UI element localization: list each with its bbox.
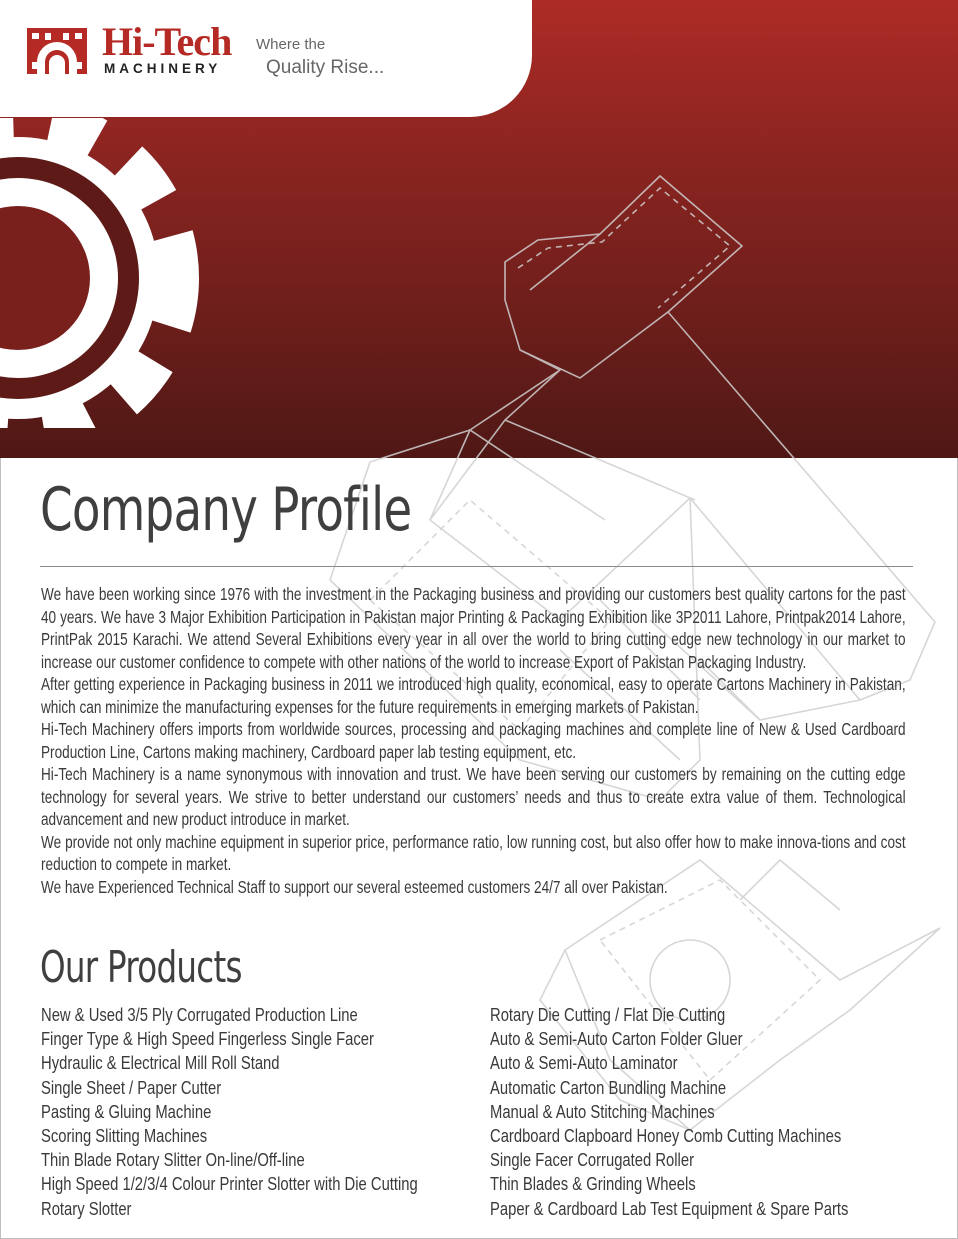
gear-icon — [0, 118, 230, 428]
product-item: Rotary Die Cutting / Flat Die Cutting — [490, 1004, 726, 1025]
product-item: Finger Type & High Speed Fingerless Single Facer — [41, 1028, 374, 1050]
product-item: Thin Blade Rotary Slitter On-line/Off-line — [41, 1149, 305, 1171]
company-profile-title: Company Profile — [40, 475, 412, 545]
product-item: Cardboard Clapboard Honey Comb Cutting Machines — [490, 1125, 842, 1147]
tagline-line-1: Where the — [256, 36, 326, 53]
logo-panel — [0, 0, 532, 117]
profile-paragraph: Hi-Tech Machinery is a name synonymous with innovation and trust. We have been serving our customers by remaining on the cutting edge technology for several years. We strive to better understand our customers’ needs and thus to create extra value of them. Technological advancement and new product introduce in market. — [41, 764, 906, 829]
product-item: Pasting & Gluing Machine — [41, 1100, 212, 1122]
profile-paragraph: We have been working since 1976 with the investment in the Packaging business and providing our customers best quality cartons for the past 40 years. We have 3 Major Exhibition Participation in Pakistan major Printing & Packaging Exhibition like 3P2011 Lahore, Printpak2014 Lahore, PrintPak 2015 Karachi. We attend Several Exhibitions every year in all over the world to bring cutting edge new technology in our market to increase our customer confidence to compete with other nations of the world to increase Export of Pakistan Packaging Industry. — [41, 584, 906, 672]
product-item: Auto & Semi-Auto Carton Folder Gluer — [490, 1028, 743, 1050]
product-item: Single Sheet / Paper Cutter — [41, 1076, 222, 1098]
products-list-right — [490, 1003, 848, 1221]
brand-name: Hi-Tech — [102, 19, 232, 64]
product-item: Scoring Slitting Machines — [41, 1125, 208, 1147]
product-item: Automatic Carton Bundling Machine — [490, 1076, 727, 1098]
profile-paragraph: We provide not only machine equipment in superior price, performance ratio, low running cost, but also offer how to make innova-tions and cost reduction to compete in market. — [41, 831, 906, 874]
profile-paragraph: After getting experience in Packaging business in 2011 we introduced high quality, economical, easy to operate Cartons Machinery in Pakistan, which can minimize the manufacturing expenses for the future requirements in emerging markets of Pakistan. — [41, 674, 906, 717]
product-item: Thin Blades & Grinding Wheels — [490, 1173, 696, 1195]
product-item: Paper & Cardboard Lab Test Equipment & Spare Parts — [490, 1197, 849, 1219]
products-list-left — [41, 1003, 418, 1221]
profile-paragraph: We have Experienced Technical Staff to support our several esteemed customers 24/7 all over Pakistan. — [41, 876, 668, 897]
profile-paragraph: Hi-Tech Machinery offers imports from worldwide sources, processing and packaging machines and complete line of New & Used Cardboard Production Line, Cartons making machinery, Cardboard paper lab testing equipment, etc. — [41, 719, 906, 762]
company-profile-body — [41, 583, 906, 898]
our-products-title: Our Products — [40, 942, 242, 993]
product-item: Rotary Slotter — [41, 1197, 132, 1219]
logo-mark-icon — [27, 28, 87, 74]
product-item: Single Facer Corrugated Roller — [490, 1149, 695, 1171]
product-item: High Speed 1/2/3/4 Colour Printer Slotter with Die Cutting — [41, 1173, 418, 1195]
product-item: New & Used 3/5 Ply Corrugated Production Line — [41, 1004, 358, 1025]
product-item: Manual & Auto Stitching Machines — [490, 1100, 715, 1122]
tagline-line-2: Quality Rise... — [266, 57, 385, 78]
brand-subtitle: MACHINERY — [104, 61, 222, 76]
product-item: Hydraulic & Electrical Mill Roll Stand — [41, 1052, 280, 1074]
section-divider — [40, 566, 913, 567]
product-item: Auto & Semi-Auto Laminator — [490, 1052, 678, 1074]
